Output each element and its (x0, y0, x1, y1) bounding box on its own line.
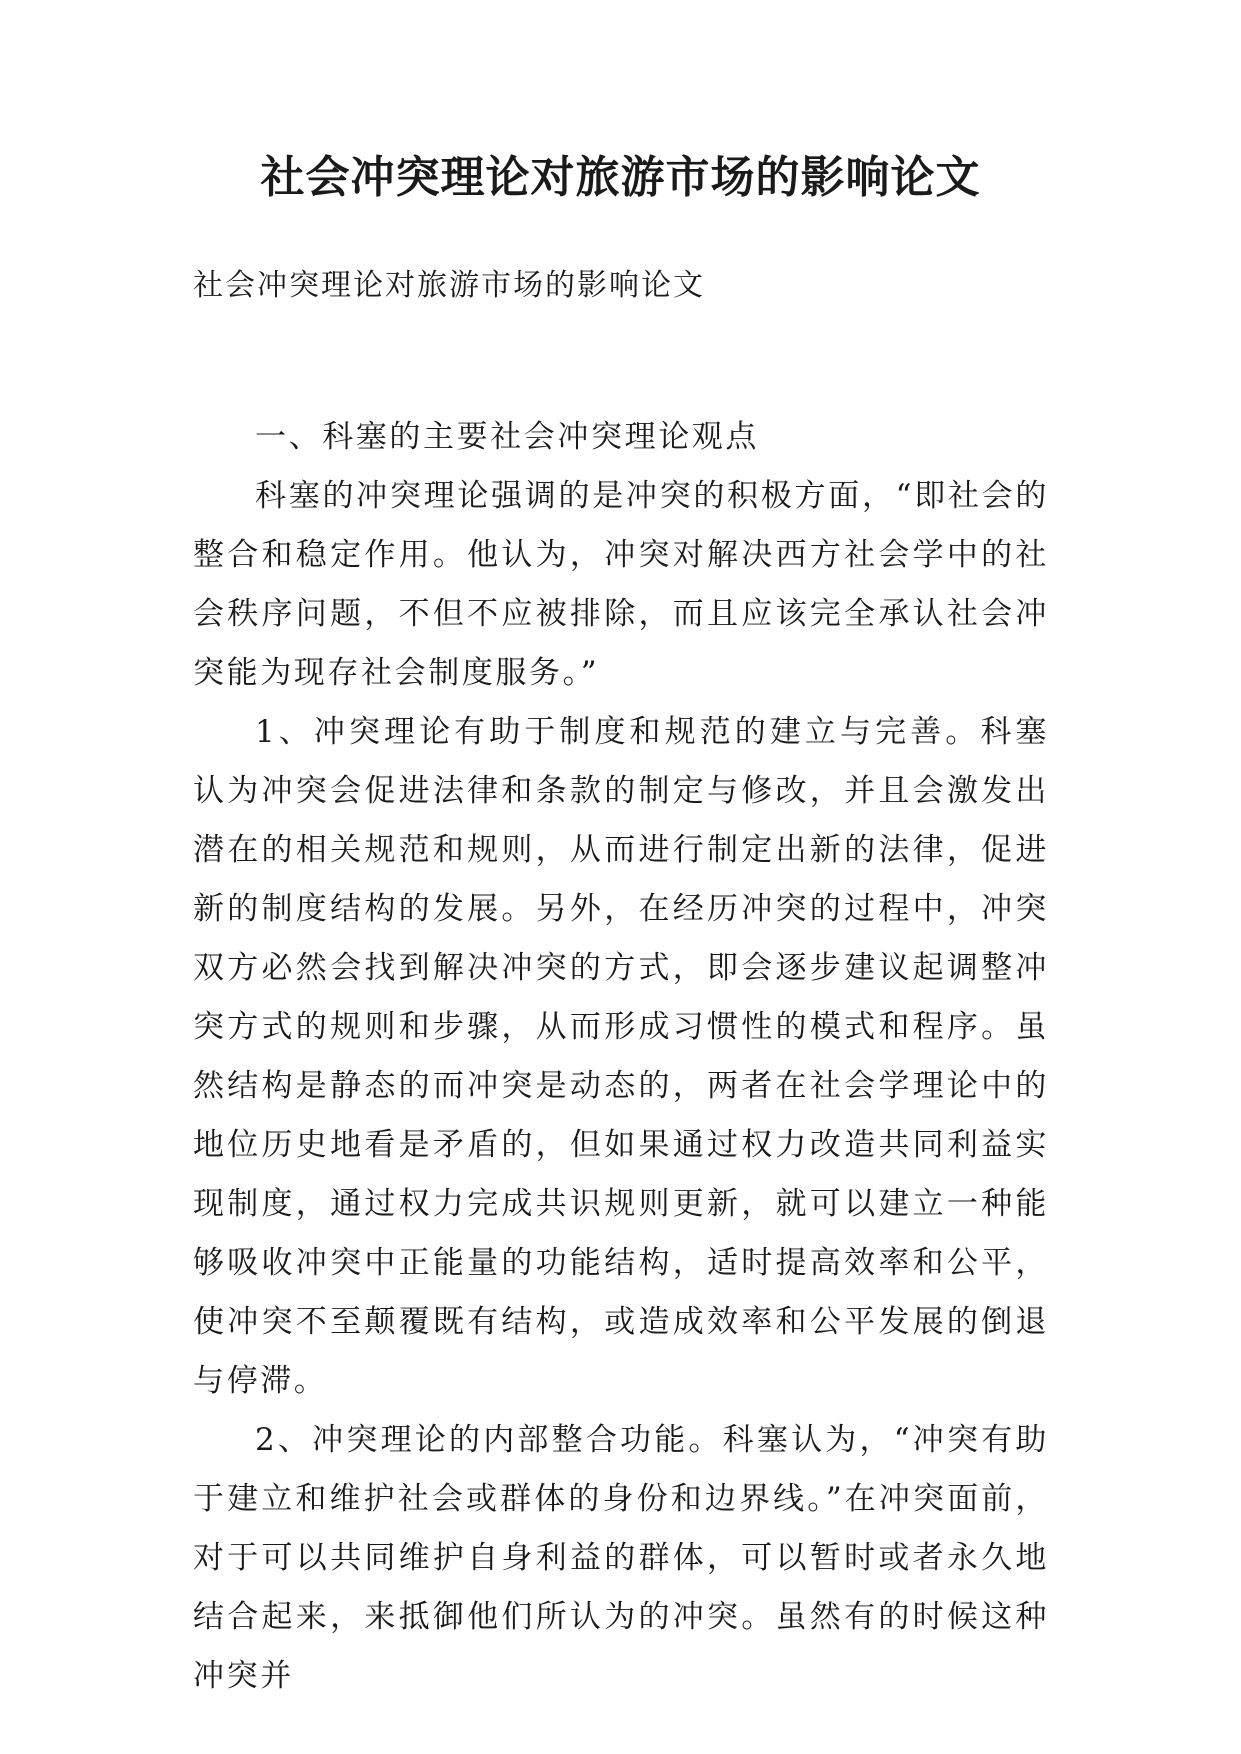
document-subtitle: 社会冲突理论对旅游市场的影响论文 (193, 268, 705, 303)
body-paragraph: 2、冲突理论的内部整合功能。科塞认为，“冲突有助于建立和维护社会或群体的身份和边界线。”在冲突面前，对于可以共同维护自身利益的群体，可以暂时或者永久地结合起来，来抵御他们所认为的冲突。虽然有的时候这种冲突并 (193, 1422, 1049, 1694)
document-title: 社会冲突理论对旅游市场的影响论文 (260, 152, 981, 203)
body-paragraph: 科塞的冲突理论强调的是冲突的积极方面，“即社会的整合和稳定作用。他认为，冲突对解决西方社会学中的社会秩序问题，不但不应被排除，而且应该完全承认社会冲突能为现存社会制度服务。” (193, 478, 1049, 691)
body-paragraph: 1、冲突理论有助于制度和规范的建立与完善。科塞认为冲突会促进法律和条款的制定与修改，并且会激发出潜在的相关规范和规则，从而进行制定出新的法律，促进新的制度结构的发展。另外，在经历冲突的过程中，冲突双方必然会找到解决冲突的方式，即会逐步建议起调整冲突方式的规则和步骤，从而形成习惯性的模式和程序。虽然结构是静态的而冲突是动态的，两者在社会学理论中的地位历史地看是矛盾的，但如果通过权力改造共同利益实现制度，通过权力完成共识规则更新，就可以建立一种能够吸收冲突中正能量的功能结构，适时提高效率和公平，使冲突不至颠覆既有结构，或造成效率和公平发展的倒退与停滞。 (193, 714, 1049, 1399)
section-heading: 一、科塞的主要社会冲突理论观点 (255, 419, 759, 455)
document-body (193, 408, 1049, 1706)
